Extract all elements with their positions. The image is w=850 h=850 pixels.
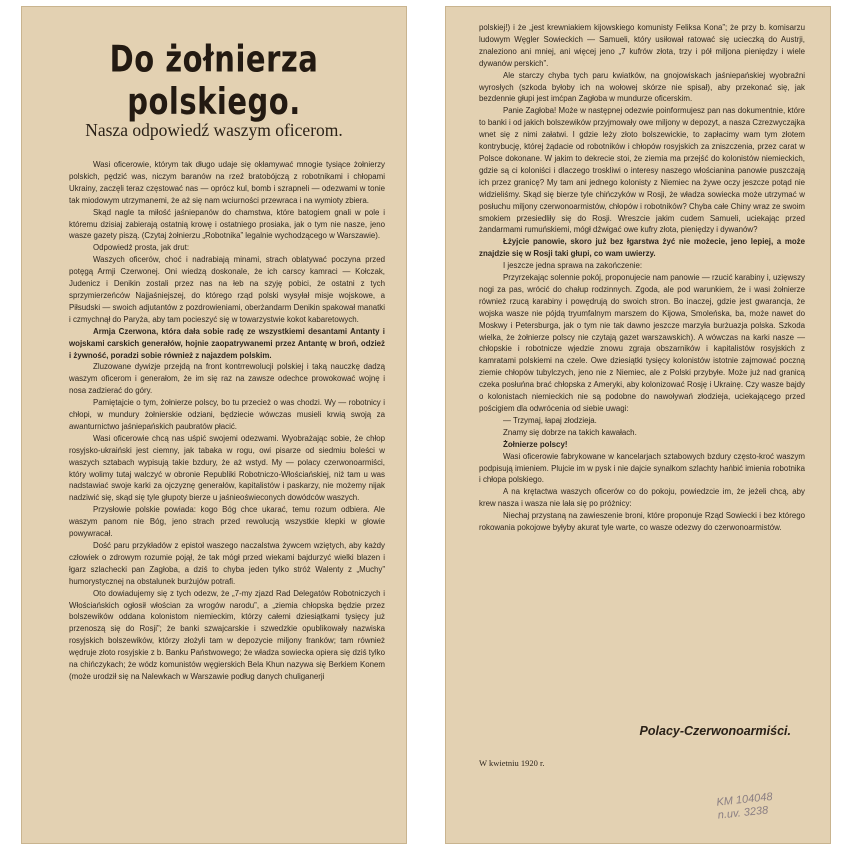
paragraph: A na krętactwa waszych oficerów co do pokoju, powiedzcie im, że jeżeli chcą, aby krew nasza i wasza nie lała się po próżnicy: (479, 487, 805, 509)
paragraph: Żołnierze polscy! (503, 439, 568, 449)
archive-stamp (716, 787, 808, 822)
right-body-text (479, 22, 805, 534)
paragraph: polskiej!) i że „jest krewniakiem kijowskiego komunisty Feliksa Kona”; że przy b. komisarzu ludowym Węgler Sowieckich — Samueli, który usiłował ratować się ucieczką do Austrji, znaleziono ani mniej, ani więcej jeno „7 kufrów złota, trzy i pół miljona pieniędzy i wiele dywanów perskich”. (479, 23, 805, 68)
archive-stamp-line: KM 104048 (715, 790, 774, 809)
paragraph: Znamy się dobrze na takich kawałach. (503, 427, 637, 437)
left-page (21, 6, 407, 844)
paragraph: Ale starczy chyba tych paru kwiatków, na gnojowiskach jaśniepańskiej wyobraźni wyrosłych (szkoda byłoby ich na wołowej skórze nie spisał), aby przekonać się, jak bezdennie głupi jest imćpan Zagłoba w mundurze oficerskim. (479, 70, 805, 104)
page-title: Do żołnierza polskiego. (109, 37, 319, 123)
archive-stamp-line: n.uv. 3238 (717, 804, 769, 822)
paragraph: Wasi oficerowie chcą nas uśpić swojemi odezwami. Wyobrażając sobie, że chłop rosyjsko-ukraiński jest ciemny, jak tabaka w rogu, owi pisarze od siedmiu boleści w waszych sztabach wypisują takie bzdury, że aż wstyd. My — polacy czerwonoarmiści, który wolimy tutaj walczyć w obronie Republiki Robotniczo-Włościańskiej, niż tam u was nadstawiać swoje karki za ojczyznę generałów, kapitalistów i paskarzy, nie możemy nijak nadziwić się, skąd się tyle głupoty bierze u jaśnieoświeconych dowódców waszych. (69, 433, 385, 503)
page-subtitle: Nasza odpowiedź waszym oficerom. (85, 120, 343, 140)
paragraph: Wasi oficerowie, którym tak długo udaje się okłamywać mnogie tysiące żołnierzy polskich, pędzić was, niczym baranów na rzeź bratobójczą z robotnikami i chłopami Ukrainy, zaczęli teraz częstować nas — oprócz kul, bomb i szrapneli — odezwami w tonie tak miodowym utrzymanemi, że aż się nam wciurności przewraca i na wymioty zbiera. (69, 160, 385, 205)
signature: Polacy-Czerwonoarmiści. (639, 724, 791, 738)
paragraph: Armja Czerwona, która dała sobie radę ze wszystkiemi desantami Antanty i wojskami carskich generałów, hojnie zaopatrywanemi przez Antantę w broń, odzież i żywność, poradzi sobie również z najazdem polskim. (69, 326, 385, 360)
right-page (445, 6, 831, 844)
paragraph: Odpowiedź prosta, jak drut: (93, 243, 190, 253)
paragraph: Zluzowane dywizje przejdą na front kontrrewolucji polskiej i taką nauczkę dadzą waszym oficerom i generałom, że im się raz na zawsze odechce prowokować wojnę i nosa zadzierać do góry. (69, 362, 385, 396)
left-body-text (69, 159, 385, 683)
paragraph: Dość paru przykładów z epistoł waszego naczalstwa żywcem wziętych, aby każdy człowiek o zdrowym rozumie pojął, że tak mógł przed wiekami bajdurzyć wielki blazen i łgarz szlachecki pan Zagłoba, a dziś to chyba jeden tylko stróż Walenty z „Muchy” humorystycznej na obstalunek burżujów potrafi. (69, 541, 385, 586)
paragraph: Skąd nagle ta miłość jaśniepanów do chamstwa, które batogiem gnali w pole i któremu dzisiaj zabierają ostatnią krowę i ostatniego prosiaka, jak o tym nie nasze, jeno wasze gazety piszą. (Czytaj żołnierzu „Robotnika” legalnie wychodzącego w Warszawie). (69, 207, 385, 241)
paragraph: — Trzymaj, łapaj złodzieja. (503, 415, 597, 425)
paragraph: Wasi oficerowie fabrykowane w kancelarjach sztabowych bzdury często-kroć waszym podpisują imieniem. Plujcie im w pysk i nie dajcie synalkom szlachty haṅbić imienia robotnika i chłopa polskiego. (479, 451, 805, 485)
paragraph: I jeszcze jedna sprawa na zakończenie: (503, 261, 643, 271)
paragraph: Niechaj przystaną na zawieszenie broni, które proponuje Rząd Sowiecki i bez którego rokowania pokojowe byłyby akurat tyle warte, co wasze odezwy do czerwonoarmistów. (479, 511, 805, 533)
paragraph: Przysłowie polskie powiada: kogo Bóg chce ukarać, temu rozum odbiera. Ale waszym panom nie Bóg, jeno strach przed rewolucją wszystkie klepki w głowie powywracał. (69, 505, 385, 539)
paragraph: Łżyjcie panowie, skoro już bez łgarstwa żyć nie możecie, jeno lepiej, a może znajdzie się w Rosji taki głupi, co wam uwierzy. (479, 237, 805, 259)
paragraph: Pamiętajcie o tym, żołnierze polscy, bo tu przecież o was chodzi. Wy — robotnicy i chłopi, w mundury żołnierskie odziani, będziecie wówczas musieli krwią swoją za awanturnictwo jaśniepańskich paubratów płacić. (69, 398, 385, 431)
paragraph: Panie Zagłoba! Może w następnej odezwie poinformujesz pan nas dokumentnie, które to banki i od jakich bolszewików przyjmowały owe miljony w depozyt, a nasza Czrezwyczajka wnet się z nimi załatwi. I gdzie leży złoto bolszewickie, to zapłacimy wam tym złotem kontrybucję, której żądacie od robotników i chłopów rosyjskich za zniszczenia, przez carat w Polsce dokonane. W jakim to dekrecie stoi, że ziemia ma przejść do kolonistów niemieckich, gdzie są ci koloniści i dlaczego troskliwi o interesy naszego włościanina panowie puszczają ich przez granicę? My tam ani jednego kolonisty z Niemiec na żywe oczy jeszcze potąd nie widzieliśmy. Skąd się bierze tyle chińczyków w Rosji, że władza sowiecka może utrzymać w posłuchu miljony czerwonoarmistów, chłopów i robotników? Chyba całe Chiny wraz ze swoim smokiem przesiedliły się do Rosji. Wreszcie jakim cudem Samueli, uciekając przed żandarmami rumuńskiemi, mógł dźwigać owe kufry złota, pieniędzy i dywanów? (479, 106, 805, 235)
paragraph: Waszych oficerów, choć i nadrabiają minami, strach oblatywać poczyna przed potęgą Armji Czerwonej. Oni wiedzą doskonale, że ich carscy kamraci — Kołczak, Judenicz i Denikin zostali przez nas na łeb na szyję pobici, że ostatni z tych sprzymierzeńców Najjaśniejszej, do którego rząd polski wysyłał misje wojskowe, a Piłsudski — swoich adjutantów z pozdrowieniami, oberżandarm Denikin spakował manatki i czmychnął do Paryża, aby tam pocieszyć się w towarzystwie kokot kabaretowych. (69, 255, 385, 324)
paragraph: Przyrzekając solennie pokój, proponujecie nam panowie — rzucić karabiny i, uzięwszy nogi za pas, wrócić do chałup rodzinnych. Zgoda, ale pod warunkiem, że i wasi żołnierze również rzucą karabiny i powędrują do swoich stron. Bo inaczej, gdzie jest gwarancja, że wojska wasze nie pójdą tryumfalnym marszem do Kijowa, Smoleńska, ba, może nawet do Moskwy i Petersburga, jak o tym nie tak dawno jeszcze marzyła burżuazja polska. Szkoda wielka, że żołnierze polscy nie czytają gazet warszawskich). A wówczas na karki nasze — chłopskie i robotnicze wjedzie znowu zgraja obszarników i kapitalistów rosyjskich z kamratami polskiemi na czele. Owe dziesiątki tysięcy kolonistów istotnie zajmować poczną ziemie chłopów tubylczych, jeno nie z Niemiec, ale z Polski przybyłe. Może już nad granicą czeka posłuńna brać chłopska z Ameryki, aby kolonizować Rosję i Ukrainę. Czy wasze bajdy o kolonistach niemieckich nie są podobne do nawoływań złodzieja, uciekającego przed pościgiem dla odwrócenia od siebie uwagi: (479, 273, 805, 413)
document-date: W kwietniu 1920 r. (479, 758, 545, 768)
paragraph: Oto dowiadujemy się z tych odezw, że „7-my zjazd Rad Delegatów Robotniczych i Włościańskich ogłosił włościan za wrogów narodu”, a „ziemia chłopska będzie przez bolszewików oddana kolonistom niemieckim, którzy całemi dziesiątkami tysięcy już przenoszą się do Rosji”; że banki szwajcarskie i szwedzkie opublikowały nazwiska rosyjskich bolszewików, którzy złożyli tam w depozycie miljony franków; tam również wędruje złoto rosyjskie z b. Banku Państwowego; że władza sowiecka opiera się dziś tylko na chińczykach; że wódz komunistów węgierskich Bela Khun nazywa się Berkiem Konem (może urodził się na Nalewkach w Warszawie podług danych chuliganerji (69, 588, 385, 681)
